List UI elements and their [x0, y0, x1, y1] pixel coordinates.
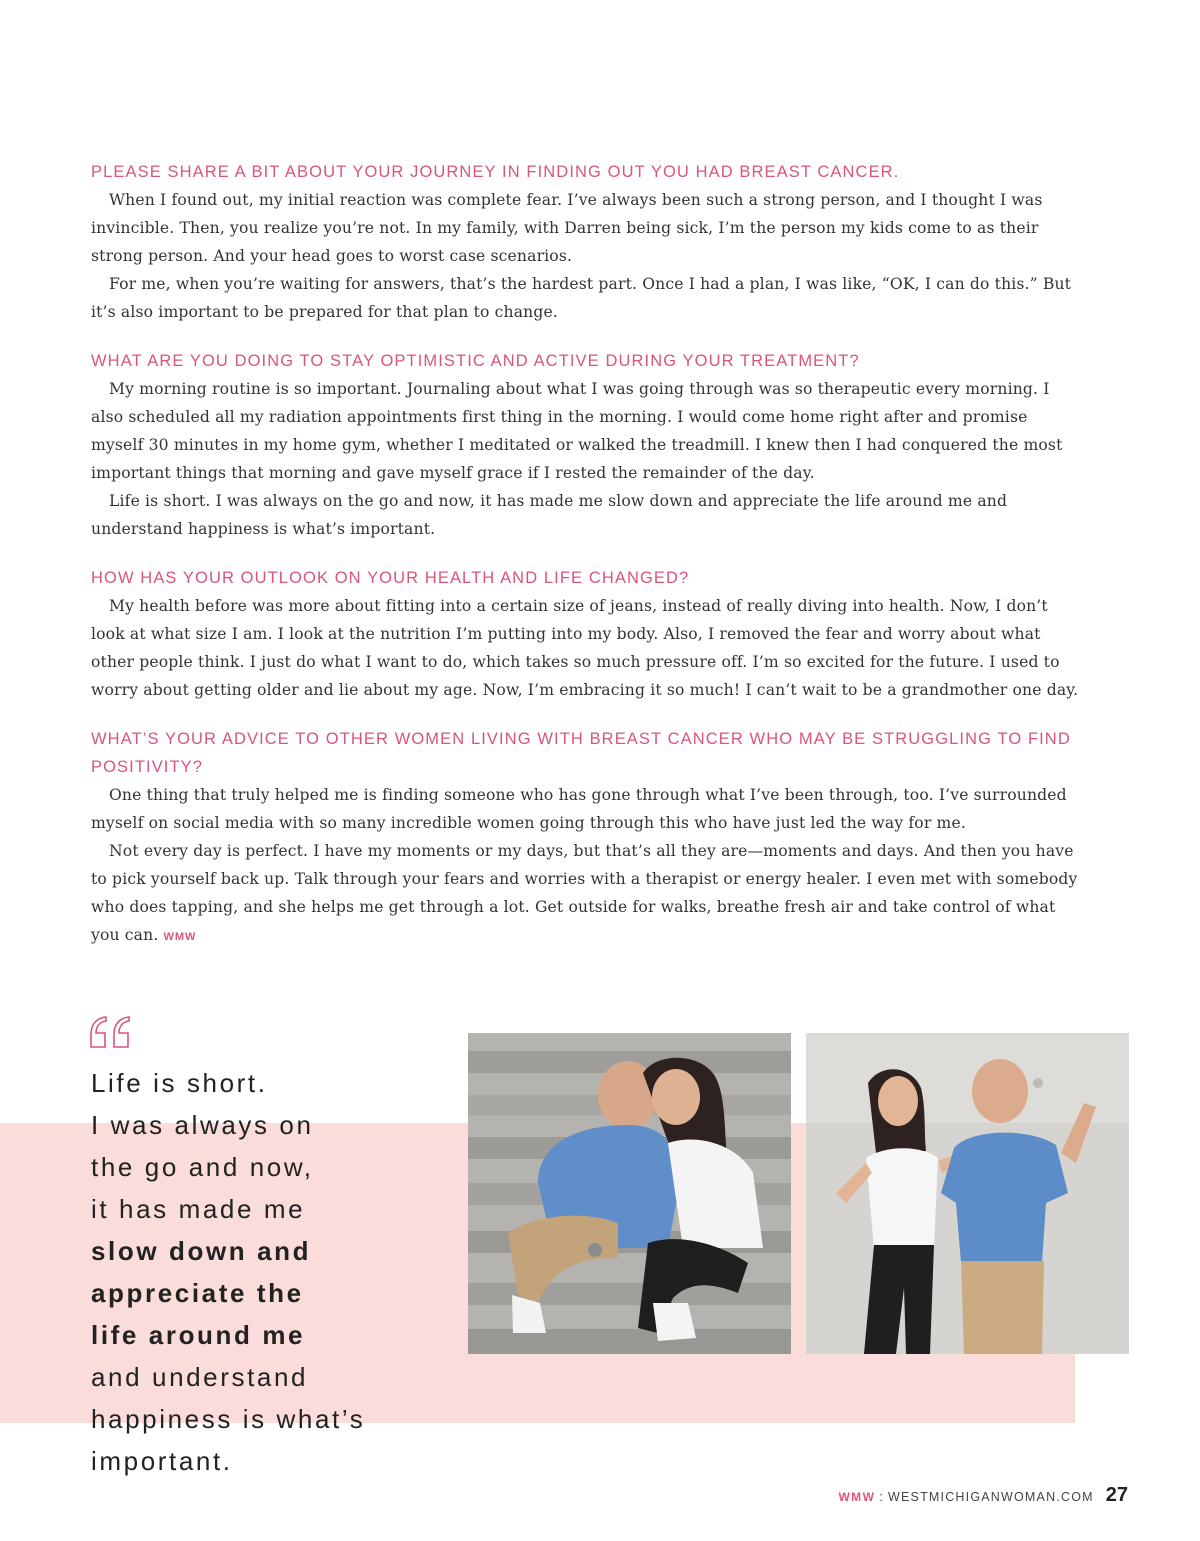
- answer-paragraph: For me, when you’re waiting for answers, that’s the hardest part. Once I had a plan, I was like, “OK, I can do this.” But it’s also important to be prepared for that plan to change.: [91, 275, 1072, 321]
- pull-quote-line: it has made me: [91, 1194, 306, 1224]
- pull-quote-line: important.: [91, 1446, 233, 1476]
- page-number: 27: [1105, 1484, 1128, 1506]
- question-heading: WHAT’S YOUR ADVICE TO OTHER WOMEN LIVING WITH BREAST CANCER WHO MAY BE STRUGGLING TO FIND POSITIVITY?: [91, 730, 1071, 776]
- pull-quote: [91, 1062, 421, 1482]
- pull-quote-line-bold: appreciate the: [91, 1278, 304, 1308]
- answer-paragraph: My health before was more about fitting into a certain size of jeans, instead of really diving into health. Now, I don’t look at what size I am. I look at the nutrition I’m putting into my body. Also, I removed the fear and worry about what other people think. I just do what I want to do, which takes so much pressure off. I’m so excited for the future. I used to worry about getting older and lie about my age. Now, I’m embracing it so much! I can’t wait to be a grandmother one day.: [91, 597, 1079, 699]
- end-signature: WMW: [163, 931, 197, 943]
- qa-section: [91, 347, 1081, 543]
- quotation-mark-icon: [88, 1014, 132, 1050]
- question-heading: WHAT ARE YOU DOING TO STAY OPTIMISTIC AND ACTIVE DURING YOUR TREATMENT?: [91, 352, 860, 370]
- pull-quote-line-bold: slow down and: [91, 1236, 312, 1266]
- answer-paragraph: [91, 837, 1081, 951]
- pull-quote-line-bold: life around me: [91, 1320, 306, 1350]
- pull-quote-line: Life is short.: [91, 1068, 268, 1098]
- answer-paragraph: Life is short. I was always on the go and now, it has made me slow down and appreciate the life around me and understand happiness is what’s important.: [91, 492, 1008, 538]
- answer-paragraph: When I found out, my initial reaction was complete fear. I’ve always been such a strong person, and I thought I was invincible. Then, you realize you’re not. In my family, with Darren being sick, I’m the person my kids come to as their strong person. And your head goes to worst case scenarios.: [91, 191, 1043, 265]
- question-heading: HOW HAS YOUR OUTLOOK ON YOUR HEALTH AND LIFE CHANGED?: [91, 569, 690, 587]
- qa-section: [91, 564, 1081, 704]
- qa-section: [91, 725, 1081, 951]
- answer-paragraph: My morning routine is so important. Journaling about what I was going through was so therapeutic every morning. I also scheduled all my radiation appointments first thing in the morning. I would come home right after and promise myself 30 minutes in my home gym, whether I meditated or walked the treadmill. I knew then I had conquered the most important things that morning and gave myself grace if I rested the remainder of the day.: [91, 380, 1063, 482]
- page-footer: [838, 1484, 1128, 1507]
- pull-quote-line: and understand: [91, 1362, 309, 1392]
- footer-separator: :: [879, 1490, 884, 1504]
- question-heading: PLEASE SHARE A BIT ABOUT YOUR JOURNEY IN FINDING OUT YOU HAD BREAST CANCER.: [91, 163, 900, 181]
- pull-quote-line: I was always on: [91, 1110, 314, 1140]
- answer-paragraph: One thing that truly helped me is finding someone who has gone through what I’ve been through, too. I’ve surrounded myself on social media with so many incredible women going through this who have just led the way for me.: [91, 786, 1067, 832]
- article-body: [91, 158, 1081, 972]
- photo-couple-standing: [806, 1033, 1129, 1354]
- pull-quote-line: happiness is what’s: [91, 1404, 366, 1434]
- answer-text: Not every day is perfect. I have my moments or my days, but that’s all they are—moments and days. And then you have to pick yourself back up. Talk through your fears and worries with a therapist or energy healer. I even met with somebody who does tapping, and she helps me get through a lot. Get outside for walks, breathe fresh air and take control of what you can.: [91, 842, 1078, 944]
- qa-section: [91, 158, 1081, 326]
- footer-brand: WMW: [838, 1490, 876, 1504]
- photo-couple-on-steps: [468, 1033, 791, 1354]
- pull-quote-line: the go and now,: [91, 1152, 314, 1182]
- footer-website: WESTMICHIGANWOMAN.COM: [888, 1490, 1094, 1504]
